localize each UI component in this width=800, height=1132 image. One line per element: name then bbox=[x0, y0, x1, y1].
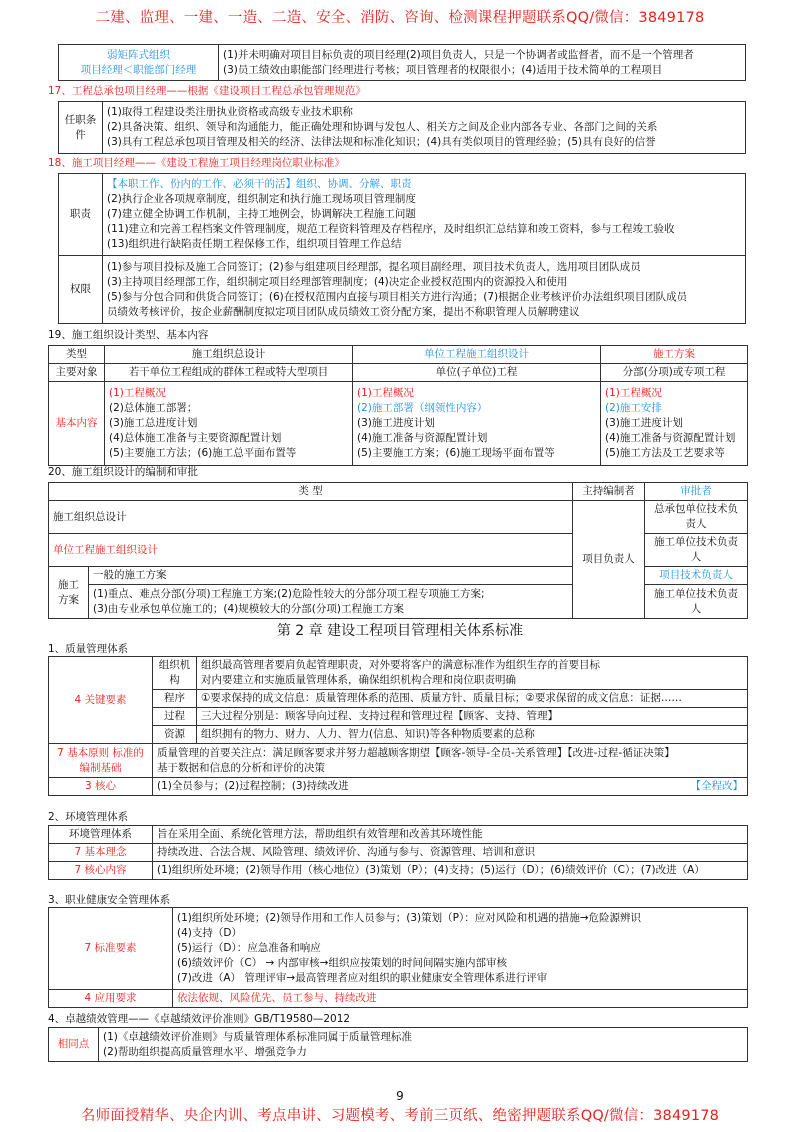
section-heading-17: 17、工程总承包项目经理——根据《建设项目工程总承包管理规范》 bbox=[48, 85, 366, 97]
s18-table: 职责 【本职工作、份内的工作、必须干的活】组织、协调、分解、职责 (2)执行企业各项规章制度，组织制定和执行施工现场项目管理制度 (7)建立健全协调工作机制，主持工地例会，协调解决工程施工问题 (11)建立和完善工程档案文件管理制度，规范工程资料管理及存档程序，及时组织汇总结算和竣工资料，参与工程竣工验收 (13)组织进行缺陷责任期工程保修工作，组织项目管理工作总结 权限 (1)参与项目投标及施工合同签订；(2)参与组建项目经理部，提名项目副经理、项目技术负责人，选用项目团队成员 (3)主持项目经理部工作，组织制定项目经理部管理制度；(4)决定企业授权范围内的资源投入和使用 (5)参与分包合同和供货合同签订；(6)在授权范围内直接与项目相关方进行沟通；(7)根据企业考核评价办法组织项目团队成员 员绩效考核评价，按企业薪酬制度拟定项目团队成员绩效工资分配方案，提出不称职管理人员解聘建议 bbox=[58, 173, 746, 324]
weak-matrix-table: 弱矩阵式组织 项目经理＜职能部门经理 (1)并未明确对项目目标负责的项目经理(2)项目负责人，只是一个协调者或监督者，而不是一个管理者 (3)员工绩效由职能部门经理进行考核；项目管理者的权限很小；(4)适用于技术简单的工程项目 bbox=[58, 44, 746, 81]
excel-heading: 4、卓越绩效管理——《卓越绩效评价准则》GB/T19580—2012 bbox=[48, 1013, 351, 1025]
s20-table: 类 型 主持编制者 审批者 施工组织总设计 项目负责人 总承包单位技术负责人 单位工程施工组织设计 施工单位技术负责人 施工方案 一般的施工方案 项目技术负责人 (1)重点、难点分部(分项)工程施工方案;(2)危险性较大的分部分项工程专项施工方案; (3)由专业承包单位施工的；(4)规模较大的分部(分项)工程施工方案 施工单位技术负责人 bbox=[48, 482, 748, 619]
quality-table: 4 关键要素 组织机构 组织最高管理者要肩负起管理职责，对外要将客户的满意标准作为组织生存的首要目标 对内要建立和实施质量管理体系，确保组织机构合理和岗位职责明确 程序 ①要求保持的成文信息：质量管理体系的范围、质量方针、质量目标；②要求保留的成文信息：证据…… 过程 三大过程分别是：顾客导向过程、支持过程和管理过程【顾客、支持、管理】 资源 组织拥有的物力、财力、人力、智力(信息、知识)等各种物质要素的总称 7 基本原则 标准的编制基础 质量管理的首要关注点：满足顾客要求并努力超越顾客期望【顾客-领导-全员-关系管理】【改进-过程-循证决策】 基于数据和信息的分析和评价的决策 3 核心 (1)全员参与；(2)过程控制；(3)持续改进 【全程改】 bbox=[48, 656, 748, 796]
section-heading-18: 18、施工项目经理——《建设工程施工项目经理岗位职业标准》 bbox=[48, 157, 345, 169]
s18-duty-label: 职责 bbox=[59, 174, 103, 256]
ohs-table: 7 标准要素 (1)组织所处环境；(2)领导作用和工作人员参与；(3)策划（P）：应对风险和机遇的措施→危险源辨识 (4)支持（D） (5)运行（D）：应急准备和响应 (6)绩效评价（C） → 内部审核→组织应按策划的时间间隔实施内部审核 (7)改进（A） 管理评审→最高管理者应对组织的职业健康安全管理体系进行评审 4 应用要求 依法依规、风险优先、员工参与、持续改进 bbox=[48, 907, 748, 1008]
section-heading-19: 19、施工组织设计类型、基本内容 bbox=[48, 329, 209, 341]
env-table: 环境管理体系 旨在采用全面、系统化管理方法，帮助组织有效管理和改善其环境性能 7 基本理念 持续改进、合法合规、风险管理、绩效评价、沟通与参与、资源管理、培训和意识 7 核心内容 (1)组织所处环境；(2)领导作用（核心地位）(3)策划（P）；(4)支持；(5)运行（D）；(6)绩效评价（C）；(7)改进（A） bbox=[48, 825, 748, 880]
weak-matrix-label: 弱矩阵式组织 bbox=[107, 48, 170, 61]
header-banner: 二建、监理、一建、一造、二造、安全、消防、咨询、检测课程押题联系QQ/微信：3849178 bbox=[95, 10, 705, 26]
section-heading-20: 20、施工组织设计的编制和审批 bbox=[48, 466, 198, 478]
quality-key-label: 4 关键要素 bbox=[49, 657, 153, 744]
env-heading: 2、环境管理体系 bbox=[48, 811, 129, 823]
s19-table: 类型 施工组织总设计 单位工程施工组织设计 施工方案 主要对象 若干单位工程组成的群体工程或特大型项目 单位(子单位)工程 分部(分项)或专项工程 基本内容 (1)工程概况 (2)总体施工部署； (3)施工总进度计划 (4)总体施工准备与主要资源配置计划 (5)主要施工方法；(6)施工总平面布置等 (1)工程概况 (2)施工部署（纲领性内容） (3)施工进度计划 (4)施工准备与资源配置计划 (5)主要施工方案；(6)施工现场平面布置等 (1)工程概况 (2)施工安排 (3)施工进度计划 (4)施工准备与资源配置计划 (5)施工方法及工艺要求等 bbox=[48, 345, 748, 466]
s18-power-label: 权限 bbox=[59, 256, 103, 324]
quality-heading: 1、质量管理体系 bbox=[48, 643, 129, 655]
page-number: 9 bbox=[396, 1089, 404, 1103]
s17-label: 任职条件 bbox=[59, 102, 103, 154]
s17-table: 任职条件 (1)取得工程建设类注册执业资格或高级专业技术职称 (2)具备决策、组织、领导和沟通能力，能正确处理和协调与发包人、相关方之间及企业内部各专业、各部门之间的关系 (3)具有工程总承包项目管理及相关的经济、法律法规和标准化知识；(4)具有类似项目的管理经验；(5)具有良好的信誉 bbox=[58, 101, 746, 154]
ohs-heading: 3、职业健康安全管理体系 bbox=[48, 894, 171, 906]
footer-banner: 名师面授精华、央企内训、考点串讲、习题模考、考前三页纸、绝密押题联系QQ/微信：3849178 bbox=[80, 1108, 720, 1124]
s20-editor: 项目负责人 bbox=[573, 501, 645, 619]
weak-matrix-line: (1)并未明确对项目目标负责的项目经理(2)项目负责人，只是一个协调者或监督者，而不是一个管理者 bbox=[223, 48, 694, 61]
excel-table: 相同点 (1)《卓越绩效评价准则》与质量管理体系标准同属于质量管理标准 (2)帮助组织提高质量管理水平、增强竞争力 bbox=[48, 1027, 748, 1062]
chapter-title: 第 2 章 建设工程项目管理相关体系标准 bbox=[276, 623, 524, 639]
